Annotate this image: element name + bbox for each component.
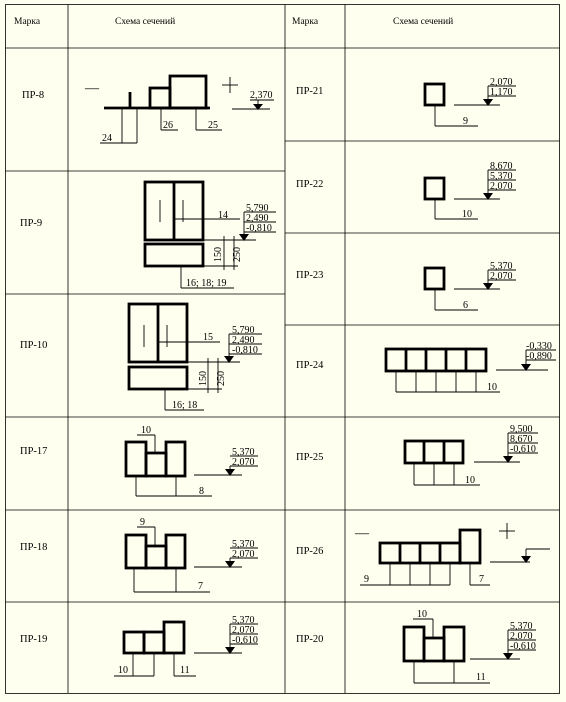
level-label: -0,610 <box>510 641 536 652</box>
level-label: 8,670 <box>490 161 513 172</box>
callout-9: 9 <box>140 517 145 528</box>
callout-16-18: 16; 18 <box>172 400 198 411</box>
level-label: 2,490 <box>246 213 269 224</box>
header-mark: Марка <box>292 17 319 27</box>
section-scheme-pr24 <box>386 341 556 393</box>
callout-25: 25 <box>208 120 218 131</box>
dim-250: 250 <box>216 371 227 386</box>
mark-label: ПР-23 <box>296 270 324 281</box>
callout-8: 8 <box>199 486 204 497</box>
mark-label: ПР-20 <box>296 634 324 645</box>
level-label: 5,370 <box>510 621 533 632</box>
callout-11: 11 <box>476 672 486 683</box>
callout-7: 7 <box>198 581 203 592</box>
mark-label: ПР-26 <box>296 546 324 557</box>
section-scheme-pr20 <box>404 609 536 683</box>
dim-250: 250 <box>232 247 243 262</box>
section-scheme-pr25 <box>405 424 538 486</box>
callout-9: 9 <box>364 574 369 585</box>
callout-11: 11 <box>180 665 190 676</box>
level-label: 2,070 <box>232 549 255 560</box>
callout-9: 9 <box>463 116 468 127</box>
level-label: 5,370 <box>232 615 255 626</box>
mark-label: ПР-24 <box>296 360 324 371</box>
level-label: 2,070 <box>232 625 255 636</box>
level-label: 5,370 <box>490 261 513 272</box>
mark-label: ПР-19 <box>20 634 48 645</box>
callout-14: 14 <box>218 210 228 221</box>
mark-label: ПР-25 <box>296 452 324 463</box>
callout-10: 10 <box>417 609 427 620</box>
level-label: -0,810 <box>246 223 272 234</box>
dim-150: 150 <box>213 247 224 262</box>
mark-label: ПР-10 <box>20 340 48 351</box>
level-label: -0,330 <box>526 341 552 352</box>
mark-label: ПР-8 <box>22 90 45 101</box>
minus-sign: — <box>355 526 369 541</box>
level-label: 2,070 <box>232 457 255 468</box>
mark-label: ПР-22 <box>296 179 324 190</box>
header-scheme: Схема сечений <box>115 17 176 27</box>
mark-label: ПР-9 <box>20 218 43 229</box>
header-mark: Марка <box>14 17 41 27</box>
callout-26: 26 <box>163 120 173 131</box>
callout-10: 10 <box>465 475 475 486</box>
level-label: 9,500 <box>510 424 533 435</box>
mark-label: ПР-21 <box>296 86 324 97</box>
section-scheme-pr21 <box>425 77 516 127</box>
section-scheme-pr18 <box>126 517 258 592</box>
level-label: 8,670 <box>510 434 533 445</box>
level-label: 2,490 <box>232 335 255 346</box>
level-label: 5,790 <box>232 325 255 336</box>
level-label: -0,610 <box>510 444 536 455</box>
level-label: 2,070 <box>490 77 513 88</box>
section-scheme-pr9 <box>145 182 276 289</box>
minus-sign: — <box>85 81 99 96</box>
callout-10: 10 <box>141 425 151 436</box>
dim-150: 150 <box>198 371 209 386</box>
section-scheme-pr8 <box>84 76 274 144</box>
callout-10: 10 <box>118 665 128 676</box>
section-scheme-pr26 <box>354 523 550 585</box>
section-scheme-pr22 <box>425 161 516 220</box>
callout-6: 6 <box>463 300 468 311</box>
callout-10: 10 <box>487 382 497 393</box>
level-label: 5,790 <box>246 203 269 214</box>
level-label: -0,610 <box>232 635 258 646</box>
section-scheme-pr17 <box>126 425 258 497</box>
level-label: -0,890 <box>526 351 552 362</box>
mark-label: ПР-17 <box>20 446 48 457</box>
section-scheme-pr23 <box>425 261 516 311</box>
level-label: 2,070 <box>490 271 513 282</box>
callout-16-18-19: 16; 18; 19 <box>186 278 227 289</box>
callout-15: 15 <box>203 332 213 343</box>
level-label: 1,170 <box>490 87 513 98</box>
section-scheme-pr19 <box>114 615 258 676</box>
level-label: 5,370 <box>490 171 513 182</box>
level-label: 5,370 <box>232 447 255 458</box>
callout-24: 24 <box>102 133 112 144</box>
level-label: 2,370 <box>250 90 273 101</box>
level-label: 5,370 <box>232 539 255 550</box>
section-scheme-pr10 <box>129 304 262 411</box>
level-label: 2,070 <box>490 181 513 192</box>
header-scheme: Схема сечений <box>393 17 454 27</box>
mark-label: ПР-18 <box>20 542 48 553</box>
level-label: -0,810 <box>232 345 258 356</box>
level-label: 2,070 <box>510 631 533 642</box>
callout-10: 10 <box>462 209 472 220</box>
callout-7: 7 <box>479 574 484 585</box>
